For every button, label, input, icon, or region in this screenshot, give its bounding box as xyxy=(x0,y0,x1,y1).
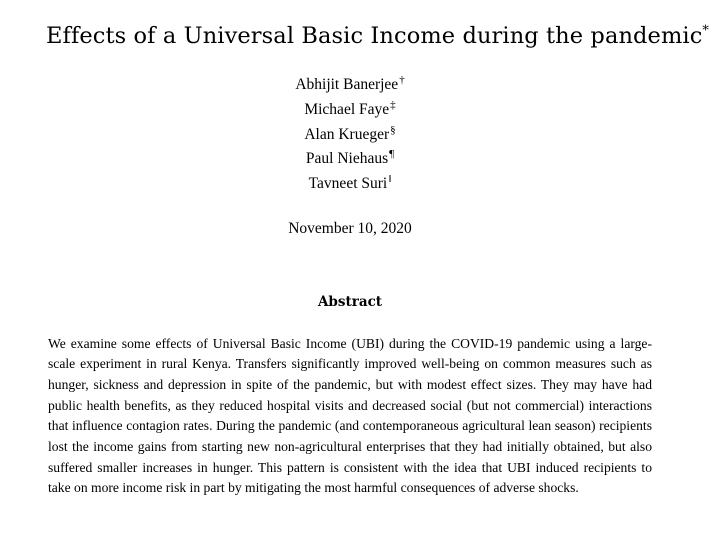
author-entry xyxy=(46,122,654,147)
author-entry xyxy=(46,146,654,171)
author-footnote-marker: § xyxy=(390,123,396,136)
publication-date: November 10, 2020 xyxy=(288,219,412,237)
abstract-text: We examine some effects of Universal Basic Income (UBI) during the COVID-19 pandemic using a large-scale experiment in rural Kenya. Transfers significantly improved well-being on common measures such as hunger, sickness and depression in spite of the pandemic, but with modest effect sizes. They may have had public health benefits, as they reduced hospital visits and decreased social (but not commercial) interactions that influence contagion rates. During the pandemic (and contemporaneous agricultural lean season) recipients lost the income gains from starting new non-agricultural enterprises that they had initially obtained, but also suffered smaller increases in hunger. This pattern is consistent with the idea that UBI induced recipients to take on more income risk in part by mitigating the most harmful consequences of adverse shocks. xyxy=(48,335,652,496)
title-footnote-marker: * xyxy=(702,23,709,39)
author-footnote-marker: † xyxy=(399,74,405,87)
author-footnote-marker: ‡ xyxy=(390,98,396,111)
author-list xyxy=(46,72,654,196)
author-footnote-marker: ‖ xyxy=(388,172,392,185)
page-title xyxy=(46,22,709,50)
abstract-heading: Abstract xyxy=(317,293,383,310)
author-entry xyxy=(46,97,654,122)
author-footnote-marker: ¶ xyxy=(389,148,395,161)
author-name: Paul Niehaus xyxy=(305,150,389,168)
author-entry xyxy=(46,171,654,196)
author-name: Alan Krueger xyxy=(304,125,390,143)
author-name: Abhijit Banerjee xyxy=(295,76,399,94)
author-entry xyxy=(46,72,654,97)
title-text: Effects of a Universal Basic Income during the pandemic xyxy=(46,23,703,49)
author-name: Tavneet Suri xyxy=(308,175,388,193)
author-name: Michael Faye xyxy=(304,100,390,118)
